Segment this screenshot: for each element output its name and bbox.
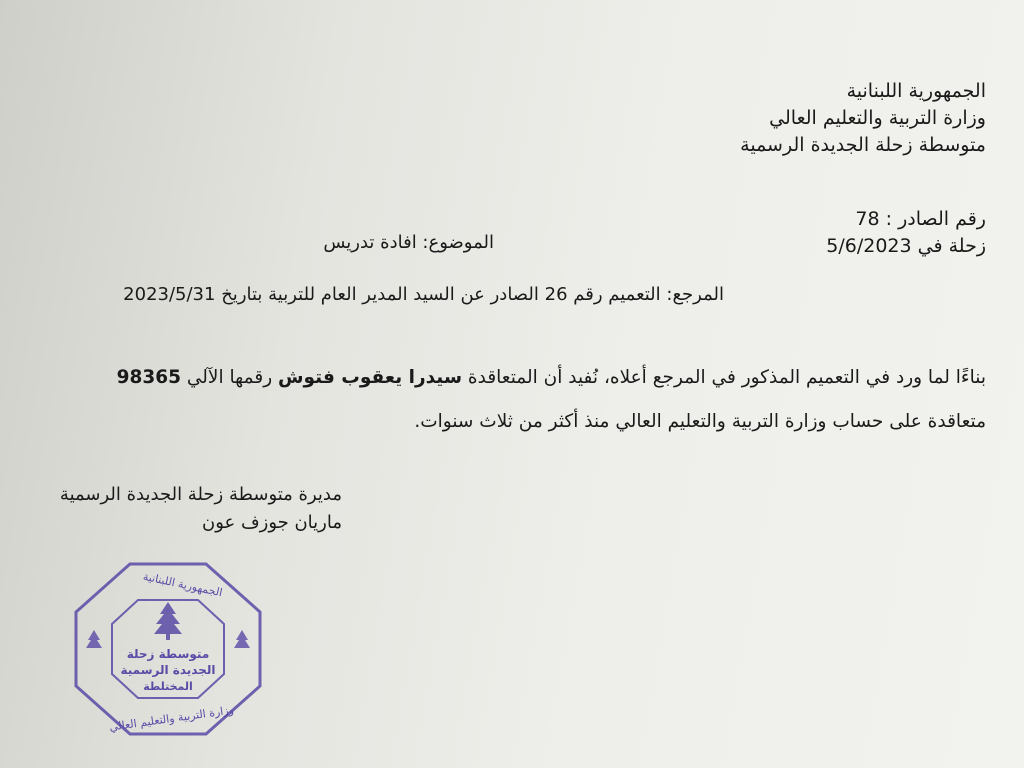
letter-date: زحلة في 5/6/2023 — [826, 235, 986, 257]
teacher-name: سيدرا يعقوب فتوش — [278, 367, 463, 388]
official-stamp — [72, 560, 264, 738]
signature-block — [60, 481, 342, 537]
outgoing-number: رقم الصادر : 78 — [855, 208, 986, 230]
letterhead-country: الجمهورية اللبنانية — [846, 80, 986, 102]
letter-subject: الموضوع: افادة تدريس — [323, 232, 494, 253]
body-text-2: رقمها الآلي — [181, 367, 279, 388]
stamp-outer-top: الجمهورية اللبنانية — [141, 569, 224, 600]
body-text-1: بناءًا لما ورد في التعميم المذكور في المرجع أعلاه، نُفيد أن المتعاقدة — [462, 367, 986, 388]
letterhead-ministry: وزارة التربية والتعليم العالي — [769, 107, 986, 129]
side-cedar-icon-right — [234, 630, 250, 648]
signatory-name: ماريان جوزف عون — [201, 512, 342, 533]
stamp-text-3: المختلطة — [143, 680, 193, 693]
stamp-graphic — [72, 560, 264, 738]
stamp-text-2: الجديدة الرسمية — [120, 663, 216, 677]
side-cedar-icon-left — [86, 630, 102, 648]
letterhead-school: متوسطة زحلة الجديدة الرسمية — [740, 134, 986, 156]
letterhead — [740, 78, 986, 159]
letter-meta — [826, 206, 986, 260]
body-line-1 — [117, 356, 986, 400]
stamp-text-1: متوسطة زحلة — [126, 647, 210, 661]
teacher-number: 98365 — [116, 367, 181, 388]
body-line-2: متعاقدة على حساب وزارة التربية والتعليم العالي منذ أكثر من ثلاث سنوات. — [414, 411, 986, 432]
letter-body — [117, 356, 986, 444]
letter-reference: المرجع: التعميم رقم 26 الصادر عن السيد المدير العام للتربية بتاريخ 2023/5/31 — [123, 284, 724, 305]
cedar-icon — [154, 602, 182, 640]
stamp-outer-bottom: وزارة التربية والتعليم العالي — [108, 703, 235, 734]
signatory-title: مديرة متوسطة زحلة الجديدة الرسمية — [59, 484, 342, 505]
